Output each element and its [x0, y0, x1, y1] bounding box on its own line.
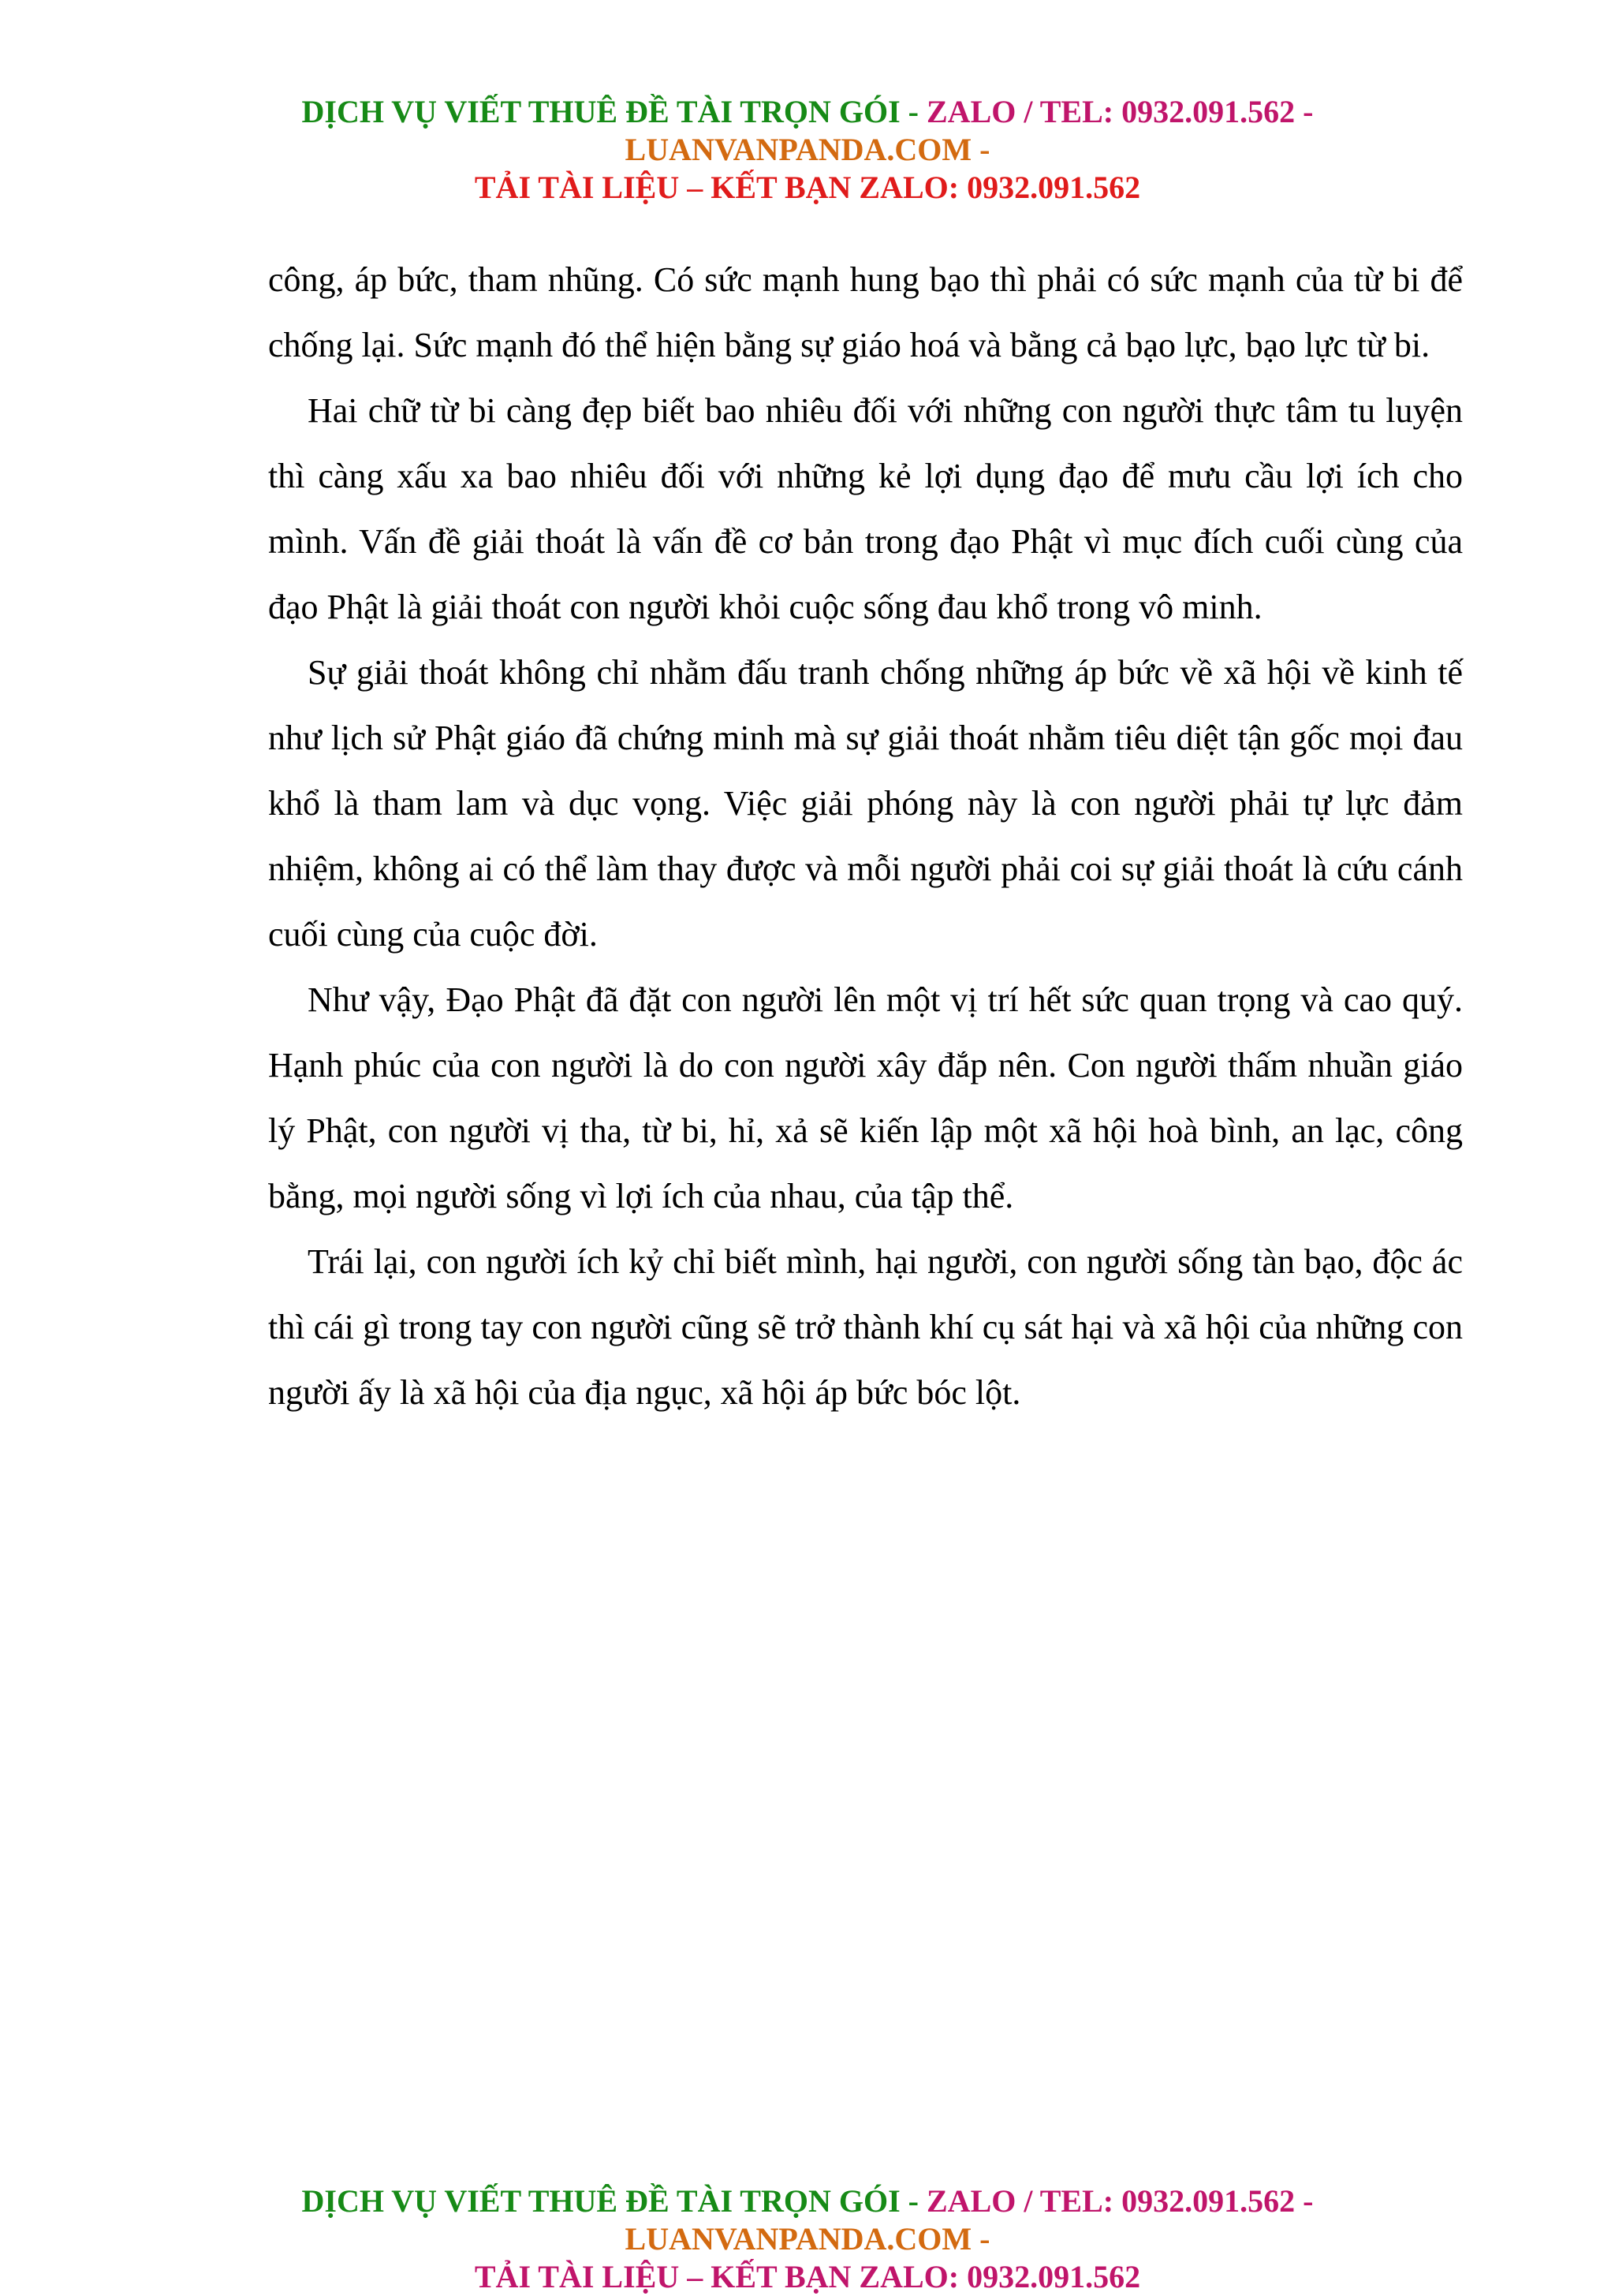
header-line-1	[0, 93, 1615, 131]
footer-contact-text: ZALO / TEL: 0932.091.562 -	[927, 2183, 1314, 2219]
footer-line-1	[0, 2182, 1615, 2220]
header-download-text: TẢI TÀI LIỆU – KẾT BẠN ZALO: 0932.091.562	[474, 170, 1141, 205]
footer-website-text: LUANVANPANDA.COM -	[625, 2221, 990, 2257]
footer-download-text: TẢI TÀI LIỆU – KẾT BẠN ZALO: 0932.091.562	[474, 2259, 1141, 2294]
body-paragraph: Trái lại, con người ích kỷ chỉ biết mình, hại người, con người sống tàn bạo, độc ác thì cái gì trong tay con người cũng sẽ trở thành khí cụ sát hại và xã hội của những con người ấy là xã hội của địa ngục, xã hội áp bức bóc lột.	[268, 1242, 1463, 1412]
page-header-banner	[0, 93, 1615, 207]
header-contact-text: ZALO / TEL: 0932.091.562 -	[927, 94, 1314, 129]
body-paragraph: Sự giải thoát không chỉ nhằm đấu tranh chống những áp bức về xã hội về kinh tế như lịch sử Phật giáo đã chứng minh mà sự giải thoát nhằm tiêu diệt tận gốc mọi đau khổ là tham lam và dục vọng. Việc giải phóng này là con người phải tự lực đảm nhiệm, không ai có thể làm thay được và mỗi người phải coi sự giải thoát là cứu cánh cuối cùng của cuộc đời.	[268, 653, 1463, 954]
body-paragraph: Hai chữ từ bi càng đẹp biết bao nhiêu đối với những con người thực tâm tu luyện thì càng xấu xa bao nhiêu đối với những kẻ lợi dụng đạo để mưu cầu lợi ích cho mình. Vấn đề giải thoát là vấn đề cơ bản trong đạo Phật vì mục đích cuối cùng của đạo Phật là giải thoát con người khỏi cuộc sống đau khổ trong vô minh.	[268, 391, 1463, 626]
page-footer-banner	[0, 2182, 1615, 2296]
footer-service-text: DỊCH VỤ VIẾT THUÊ ĐỀ TÀI TRỌN GÓI -	[301, 2183, 927, 2219]
body-paragraph: Như vậy, Đạo Phật đã đặt con người lên một vị trí hết sức quan trọng và cao quý. Hạnh phúc của con người là do con người xây đắp nên. Con người thấm nhuần giáo lý Phật, con người vị tha, từ bi, hỉ, xả sẽ kiến lập một xã hội hoà bình, an lạc, công bằng, mọi người sống vì lợi ích của nhau, của tập thể.	[268, 980, 1463, 1215]
document-body	[268, 247, 1463, 1425]
body-paragraph: công, áp bức, tham nhũng. Có sức mạnh hung bạo thì phải có sức mạnh của từ bi để chống lại. Sức mạnh đó thể hiện bằng sự giáo hoá và bằng cả bạo lực, bạo lực từ bi.	[268, 260, 1463, 364]
header-service-text: DỊCH VỤ VIẾT THUÊ ĐỀ TÀI TRỌN GÓI -	[301, 94, 927, 129]
header-website-text: LUANVANPANDA.COM -	[625, 132, 990, 167]
